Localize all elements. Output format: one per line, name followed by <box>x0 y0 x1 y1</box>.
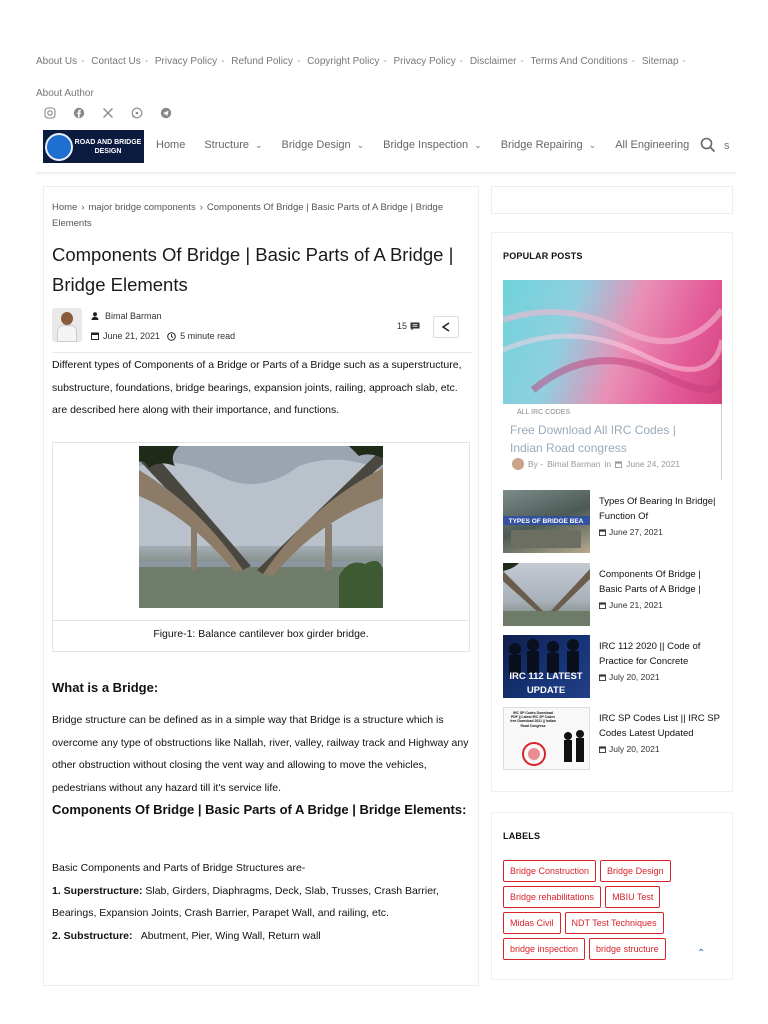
calendar-icon <box>599 602 606 609</box>
featured-meta: By - Bimal Barman in June 24, 2021 <box>512 458 680 470</box>
label-tag[interactable]: NDT Test Techniques <box>565 912 664 934</box>
thumb-text: TYPES OF BRIDGE BEA <box>508 518 584 525</box>
popular-post-date: June 21, 2021 <box>609 600 663 610</box>
featured-title[interactable]: Free Download All IRC Codes | Indian Road congress <box>510 423 676 455</box>
link-contact-us[interactable]: Contact Us <box>91 56 141 67</box>
link-privacy-policy-2[interactable]: Privacy Policy <box>393 56 456 67</box>
x-icon[interactable] <box>102 107 114 119</box>
calendar-icon <box>599 746 606 753</box>
nav-bridge-inspection[interactable]: Bridge Inspection ⌄ <box>383 139 482 151</box>
logo-seal-icon <box>45 133 73 161</box>
logo-line1: ROAD AND BRIDGE <box>74 138 142 146</box>
logo-line2: DESIGN <box>94 147 122 155</box>
post-title: Components Of Bridge | Basic Parts of A Bridge | Bridge Elements <box>52 244 454 295</box>
popular-post-item[interactable] <box>503 707 723 771</box>
svg-text:IRC 112 LATEST: IRC 112 LATEST <box>509 671 583 682</box>
scroll-up-icon[interactable]: ⌃ <box>697 948 706 959</box>
nav-bridge-design[interactable]: Bridge Design ⌄ <box>281 139 365 151</box>
label-tag[interactable]: MBIU Test <box>605 886 660 908</box>
breadcrumb-home[interactable]: Home <box>52 202 78 213</box>
calendar-icon <box>599 529 606 536</box>
thumb-text: IRC SP Codes Download PDF || Latest IRC SP Codes free Download 2021 || Indian Road Congress <box>510 711 556 728</box>
link-disclaimer[interactable]: Disclaimer <box>469 56 517 67</box>
label-tag[interactable]: bridge structure <box>589 938 666 960</box>
item1-label: 1. Superstructure: <box>52 884 143 897</box>
label-tag[interactable]: Bridge Construction <box>503 860 596 882</box>
calendar-icon <box>91 332 99 340</box>
share-icon <box>440 321 452 333</box>
popular-post-title[interactable]: IRC 112 2020 || Code of Practice for Concrete <box>599 641 701 667</box>
label-tag[interactable]: bridge inspection <box>503 938 585 960</box>
facebook-icon[interactable] <box>73 107 85 119</box>
popular-post-date: June 27, 2021 <box>609 527 663 537</box>
label-tag[interactable]: Midas Civil <box>503 912 561 934</box>
post-thumbnail <box>503 563 590 626</box>
popular-post-title[interactable]: Components Of Bridge | Basic Parts of A Bridge | <box>599 569 701 595</box>
featured-image <box>503 280 722 404</box>
top-links: About Us - Contact Us - Privacy Policy - Refund Policy - Copyright Policy - Privacy Policy - Disclaimer - Terms And Conditions - Sitemap - About Author <box>36 56 686 99</box>
featured-date: June 24, 2021 <box>626 459 681 469</box>
label-tag[interactable]: Bridge Design <box>600 860 671 882</box>
post-meta <box>91 331 235 341</box>
link-copyright-policy[interactable]: Copyright Policy <box>307 56 380 67</box>
site-logo[interactable] <box>43 130 144 163</box>
share-button[interactable] <box>433 316 459 338</box>
user-icon <box>91 312 99 320</box>
breadcrumb-category[interactable]: major bridge components <box>88 202 196 213</box>
link-refund-policy[interactable]: Refund Policy <box>231 56 293 67</box>
chevron-down-icon: ⌄ <box>588 139 597 150</box>
popular-post-date: July 20, 2021 <box>609 672 660 682</box>
featured-category[interactable]: ALL IRC CODES <box>517 409 571 416</box>
link-about-us[interactable]: About Us <box>36 56 78 67</box>
label-tag[interactable]: Bridge rehabilitations <box>503 886 601 908</box>
item1-text: Slab, Girders, Diaphragms, Deck, Slab, Trusses, Crash Barrier, Bearings, Expansion Joints, Crash Barrier, Parapet Wall, and railing, etc. <box>52 884 439 919</box>
link-terms[interactable]: Terms And Conditions <box>530 56 628 67</box>
calendar-icon <box>615 461 622 468</box>
chevron-down-icon: ⌄ <box>356 139 365 150</box>
nav-trailing-text[interactable]: s <box>724 140 730 152</box>
nav-home[interactable]: Home <box>156 139 186 151</box>
bridge-photo <box>139 446 383 608</box>
post-thumbnail <box>503 490 590 553</box>
author-avatar[interactable] <box>52 308 82 342</box>
post-thumbnail <box>503 707 590 770</box>
breadcrumb-current: Components Of Bridge | Basic Parts of A Bridge | Bridge Elements <box>52 202 444 229</box>
popular-post-title[interactable]: Types Of Bearing In Bridge| Function Of <box>599 496 716 522</box>
link-privacy-policy[interactable]: Privacy Policy <box>154 56 218 67</box>
comment-icon <box>410 322 420 331</box>
breadcrumb: Home › major bridge components › Components Of Bridge | Basic Parts of A Bridge | Bridge Elements <box>52 202 444 229</box>
labels-list <box>503 860 718 960</box>
post-author[interactable] <box>91 311 162 321</box>
item2-label: 2. Substructure: <box>52 929 133 942</box>
search-icon[interactable] <box>700 137 716 153</box>
intro-paragraph: Different types of Components of a Bridge or Parts of a Bridge such as a superstructure, substructure, foundations, bridge bearings, expansion joints, railing, approach slab, etc. are described here along with their importance, and functions. <box>52 359 462 416</box>
instagram-icon[interactable] <box>44 107 56 119</box>
nav-structure[interactable]: Structure ⌄ <box>204 139 263 151</box>
popular-post-date: July 20, 2021 <box>609 744 660 754</box>
author-name: Bimal Barman <box>105 311 162 321</box>
popular-post-item[interactable] <box>503 635 723 699</box>
sidebar-top-box <box>491 186 733 214</box>
heading-components: Components Of Bridge | Basic Parts of A Bridge | Bridge Elements: <box>52 802 467 817</box>
featured-author[interactable]: Bimal Barman <box>547 459 601 469</box>
read-time: 5 minute read <box>180 331 236 341</box>
nav-bridge-repairing[interactable]: Bridge Repairing ⌄ <box>500 139 597 151</box>
featured-author-avatar <box>512 458 524 470</box>
post-thumbnail <box>503 635 590 698</box>
heading-what-is-bridge: What is a Bridge: <box>52 680 159 695</box>
what-is-bridge-paragraph: Bridge structure can be defined as in a simple way that Bridge is a structure which is overcome any type of obstructions like Nallah, river, valley, railway track and Highway any other obstruction without closing the vent way and allowing to move the vehicles, pedestrians without any hazard till it's service life. <box>52 714 469 794</box>
popular-post-item[interactable] <box>503 563 723 627</box>
clock-icon <box>167 332 176 341</box>
calendar-icon <box>599 674 606 681</box>
link-about-author[interactable]: About Author <box>36 88 94 99</box>
item2-text: Abutment, Pier, Wing Wall, Return wall <box>132 929 321 942</box>
comments-count[interactable]: 15 <box>397 321 420 331</box>
chevron-down-icon: ⌄ <box>474 139 482 150</box>
components-list <box>52 857 472 947</box>
main-navbar <box>0 129 768 169</box>
whatsapp-icon[interactable] <box>131 107 143 119</box>
link-sitemap[interactable]: Sitemap <box>641 56 679 67</box>
figure-caption: Figure-1: Balance cantilever box girder bridge. <box>153 628 369 640</box>
svg-text:UPDATE: UPDATE <box>526 685 566 696</box>
popular-post-item[interactable] <box>503 490 723 554</box>
components-intro: Basic Components and Parts of Bridge Structures are- <box>52 862 306 874</box>
popular-post-title[interactable]: IRC SP Codes List || IRC SP Codes Latest Updated <box>599 713 720 739</box>
social-icons <box>44 107 172 119</box>
chevron-down-icon: ⌄ <box>254 139 263 150</box>
popular-posts-heading: POPULAR POSTS <box>503 251 583 261</box>
nav-all-engineering[interactable]: All Engineering <box>615 139 690 151</box>
telegram-icon[interactable] <box>160 107 172 119</box>
labels-heading: LABELS <box>503 831 541 841</box>
post-date: June 21, 2021 <box>103 331 161 341</box>
